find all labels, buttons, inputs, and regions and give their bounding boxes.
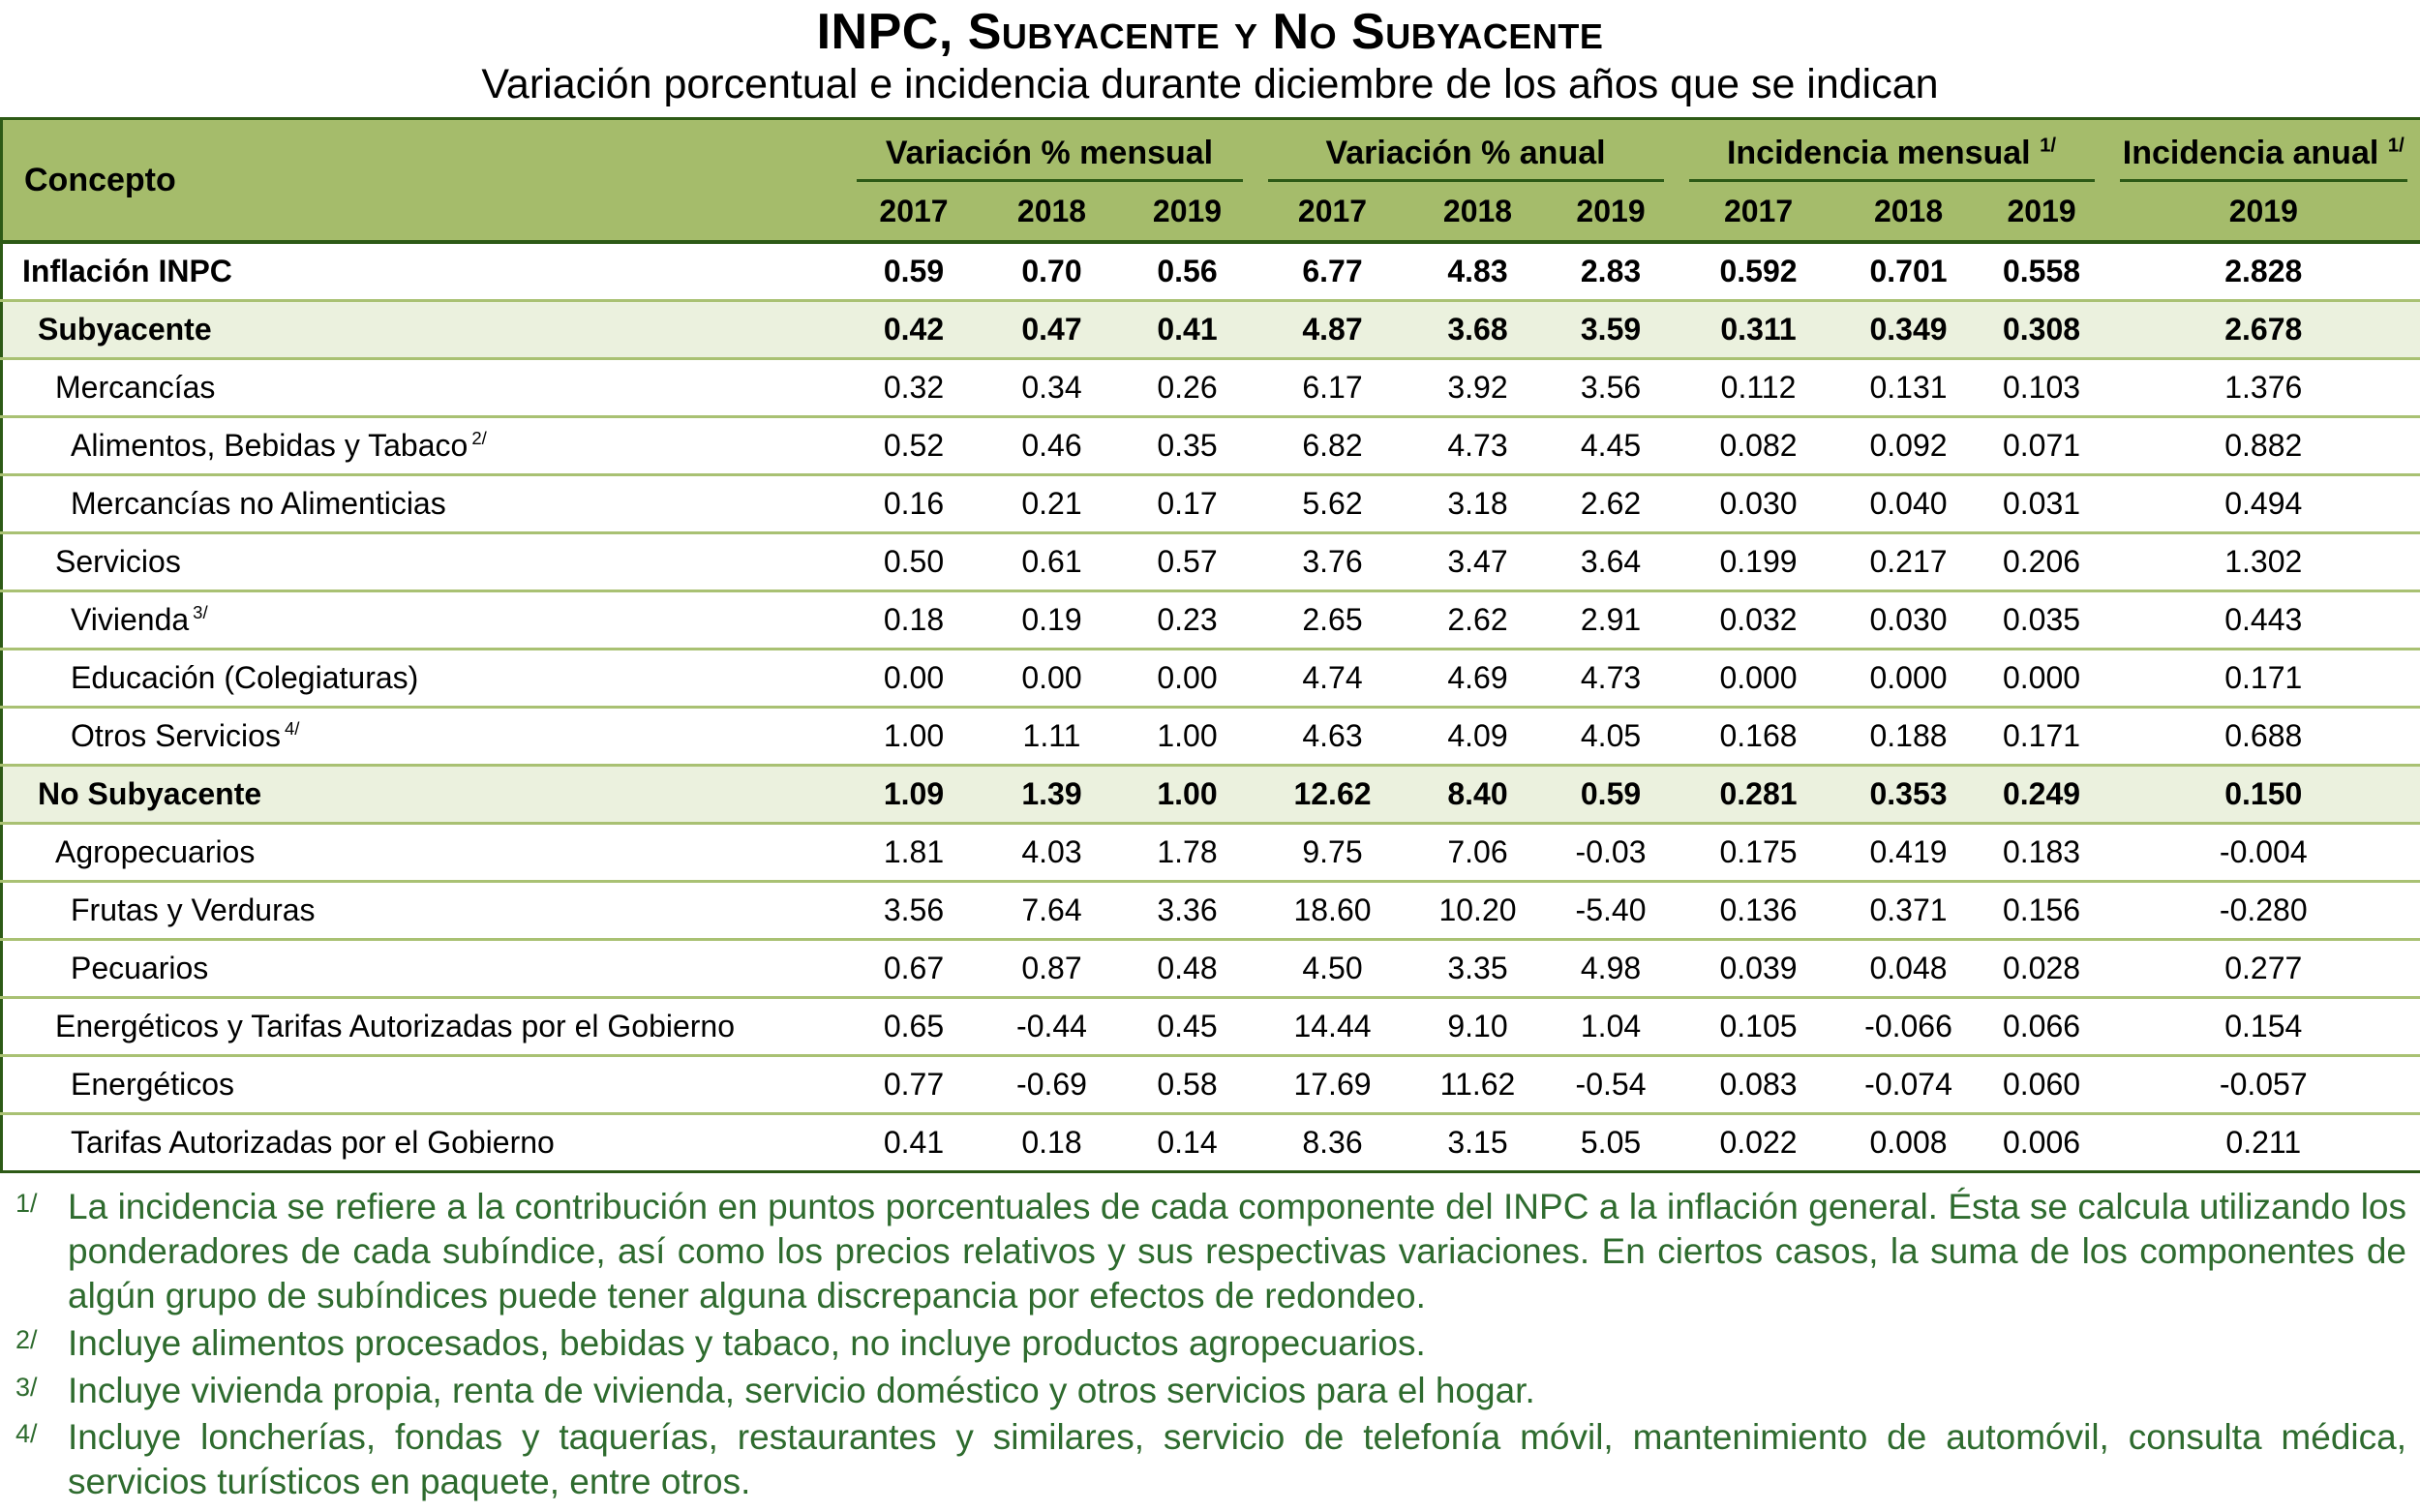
footnote-ref: 3/	[193, 602, 208, 623]
cell: 0.46	[1021, 428, 1082, 464]
cell: 0.092	[1869, 428, 1948, 464]
footnote-text: Incluye alimentos procesados, bebidas y tabaco, no incluye productos agropecuarios.	[68, 1322, 1426, 1363]
cell: -0.004	[2219, 834, 2308, 870]
row-label	[2, 650, 844, 708]
cell: 4.74	[1302, 660, 1363, 696]
row-label-text: Pecuarios	[71, 951, 209, 986]
footnote-text: La incidencia se refiere a la contribución en puntos porcentuales de cada componente del INPC a la inflación general. Ésta se calcula utilizando los ponderadores de cada subíndice, así como los precios relativos y sus respectivas variaciones. En ciertos casos, la suma de los componentes de algún grupo de subíndices puede tener alguna discrepancia por efectos de redondeo.	[68, 1187, 2406, 1315]
year-header: 2019	[1120, 182, 1255, 242]
cell: 18.60	[1293, 892, 1372, 928]
cell: 0.688	[2224, 718, 2303, 754]
page-title: INPC, Subyacente y No Subyacente	[816, 4, 1604, 60]
cell: 0.16	[883, 486, 945, 522]
cell: 0.150	[2107, 766, 2420, 824]
cell: 0.00	[1021, 660, 1082, 696]
cell: 1.00	[1157, 718, 1218, 754]
cell: -5.40	[1575, 892, 1647, 928]
row-label	[2, 417, 844, 475]
cell: 0.311	[1677, 301, 1841, 359]
table-row	[2, 882, 2420, 940]
row-label-text: Inflación INPC	[22, 254, 232, 289]
cell: 0.071	[2002, 428, 2081, 464]
footnote-marker: 4/	[15, 1419, 38, 1449]
cell: 4.45	[1580, 428, 1642, 464]
cell: 3.18	[1447, 486, 1508, 522]
cell: 0.136	[1719, 892, 1798, 928]
cell: 0.353	[1841, 766, 1977, 824]
row-label-text: Otros Servicios	[71, 718, 281, 754]
cell: 1.00	[1120, 766, 1255, 824]
cell: 9.10	[1447, 1009, 1508, 1044]
cell: 0.371	[1869, 892, 1948, 928]
cell: 4.69	[1447, 660, 1508, 696]
cell: 0.156	[2002, 892, 2081, 928]
cell: 0.592	[1719, 254, 1798, 289]
cell: 0.494	[2224, 486, 2303, 522]
cell: -0.69	[1016, 1067, 1087, 1103]
cell: 4.87	[1255, 301, 1410, 359]
cell: 3.36	[1157, 892, 1218, 928]
cell: 4.63	[1302, 718, 1363, 754]
cell: 0.52	[883, 428, 945, 464]
group-header-incidencia-anual	[2107, 119, 2420, 183]
cell: 0.443	[2224, 602, 2303, 638]
cell: 8.40	[1410, 766, 1546, 824]
table-row	[2, 998, 2420, 1056]
footnote-2	[15, 1321, 2406, 1366]
cell: 2.62	[1447, 602, 1508, 638]
cell: 0.00	[883, 660, 945, 696]
row-label	[2, 359, 844, 417]
row-label	[2, 998, 844, 1056]
cell: 5.05	[1580, 1125, 1642, 1161]
cell: 0.028	[2002, 951, 2081, 986]
row-label	[2, 882, 844, 940]
cell: 0.022	[1719, 1125, 1798, 1161]
footnote-1	[15, 1185, 2406, 1318]
cell: 0.183	[2002, 834, 2081, 870]
row-label	[2, 301, 844, 359]
cell: 2.83	[1580, 254, 1642, 289]
cell: 0.048	[1869, 951, 1948, 986]
year-header: 2017	[844, 182, 984, 242]
table-row	[2, 708, 2420, 766]
cell: 17.69	[1293, 1067, 1372, 1103]
row-label	[2, 475, 844, 533]
row-label-text: Servicios	[55, 544, 181, 580]
table-body	[2, 242, 2420, 1172]
table-row	[2, 533, 2420, 591]
cell: 0.882	[2224, 428, 2303, 464]
cell: -0.03	[1575, 834, 1647, 870]
cell: 0.349	[1841, 301, 1977, 359]
cell: 5.62	[1302, 486, 1363, 522]
row-label-text: Mercancías no Alimenticias	[71, 486, 446, 522]
row-label-text: Frutas y Verduras	[71, 892, 316, 928]
cell: 3.56	[1580, 370, 1642, 406]
cell: 0.59	[883, 254, 945, 289]
table-row	[2, 1114, 2420, 1172]
row-label-text: Vivienda	[71, 602, 190, 638]
cell: 0.040	[1869, 486, 1948, 522]
group-label: Variación % anual	[1325, 135, 1606, 172]
row-label	[2, 533, 844, 591]
cell: 7.06	[1447, 834, 1508, 870]
cell: 2.91	[1580, 602, 1642, 638]
cell: 3.68	[1410, 301, 1546, 359]
cell: 0.14	[1157, 1125, 1218, 1161]
cell: 0.083	[1719, 1067, 1798, 1103]
cell: -0.54	[1575, 1067, 1647, 1103]
cell: 3.47	[1447, 544, 1508, 580]
cell: 0.277	[2224, 951, 2303, 986]
cell: 6.82	[1302, 428, 1363, 464]
cell: 3.15	[1447, 1125, 1508, 1161]
cell: 0.18	[1021, 1125, 1082, 1161]
cell: 0.00	[1157, 660, 1218, 696]
footnote-ref: 2/	[471, 428, 487, 449]
cell: 0.58	[1157, 1067, 1218, 1103]
cell: 1.11	[1022, 718, 1081, 754]
cell: 0.112	[1720, 370, 1797, 406]
cell: -0.074	[1864, 1067, 1952, 1103]
footnote-marker: 3/	[15, 1372, 38, 1402]
row-label-text: Mercancías	[55, 370, 216, 406]
cell: 7.64	[1021, 892, 1082, 928]
cell: 0.008	[1869, 1125, 1948, 1161]
footnote-marker: 1/	[15, 1189, 38, 1219]
cell: 0.171	[2002, 718, 2081, 754]
cell: 0.48	[1157, 951, 1218, 986]
year-header: 2018	[1410, 182, 1546, 242]
footnote-ref: 4/	[284, 718, 300, 740]
row-label-text: Educación (Colegiaturas)	[71, 660, 419, 696]
cell: 0.188	[1869, 718, 1948, 754]
cell: 0.154	[2224, 1009, 2303, 1044]
cell: 11.62	[1439, 1067, 1516, 1103]
cell: 4.50	[1302, 951, 1363, 986]
cell: 0.77	[883, 1067, 945, 1103]
table-row	[2, 475, 2420, 533]
cell: 0.18	[883, 602, 945, 638]
cell: 0.039	[1719, 951, 1798, 986]
cell: 6.77	[1302, 254, 1363, 289]
year-header: 2018	[1841, 182, 1977, 242]
group-label: Incidencia mensual	[1726, 135, 2031, 172]
cell: 0.030	[1719, 486, 1798, 522]
cell: 0.67	[883, 951, 945, 986]
cell: 2.62	[1580, 486, 1642, 522]
cell: 3.35	[1447, 951, 1508, 986]
cell: 0.000	[1869, 660, 1948, 696]
cell: 0.419	[1869, 834, 1948, 870]
group-label: Variación % mensual	[885, 135, 1214, 172]
cell: 4.73	[1580, 660, 1642, 696]
cell: 3.76	[1302, 544, 1363, 580]
year-header: 2019	[1546, 182, 1677, 242]
cell: 10.20	[1438, 892, 1517, 928]
cell: 0.308	[1977, 301, 2107, 359]
cell: 0.32	[883, 370, 945, 406]
cell: 0.65	[883, 1009, 945, 1044]
cell: 0.031	[2002, 486, 2081, 522]
cell: 3.64	[1580, 544, 1642, 580]
cell: 2.678	[2107, 301, 2420, 359]
group-label: Incidencia anual	[2122, 135, 2379, 172]
inpc-table	[0, 117, 2420, 1173]
cell: 0.131	[1869, 370, 1948, 406]
cell: 14.44	[1293, 1009, 1372, 1044]
cell: 0.171	[2224, 660, 2303, 696]
cell: 0.175	[1719, 834, 1798, 870]
cell: 3.56	[883, 892, 945, 928]
footnotes	[0, 1185, 2420, 1504]
cell: 0.558	[2002, 254, 2081, 289]
cell: 0.701	[1869, 254, 1948, 289]
cell: 0.21	[1021, 486, 1082, 522]
cell: 0.032	[1719, 602, 1798, 638]
cell: 2.828	[2224, 254, 2303, 289]
table-row	[2, 359, 2420, 417]
cell: 0.000	[1719, 660, 1798, 696]
cell: 0.000	[2002, 660, 2081, 696]
row-label	[2, 940, 844, 998]
cell: 2.65	[1302, 602, 1363, 638]
cell: 0.035	[2002, 602, 2081, 638]
year-header: 2019	[2107, 182, 2420, 242]
cell: 1.78	[1157, 834, 1218, 870]
cell: -0.280	[2219, 892, 2308, 928]
page-subtitle: Variación porcentual e incidencia durante diciembre de los años que se indican	[481, 60, 1939, 107]
table-row	[2, 591, 2420, 650]
cell: -0.44	[1016, 1009, 1087, 1044]
cell: 0.34	[1021, 370, 1082, 406]
cell: 0.082	[1719, 428, 1798, 464]
cell: 0.23	[1157, 602, 1218, 638]
row-label	[2, 1114, 844, 1172]
table-row	[2, 766, 2420, 824]
cell: 0.249	[1977, 766, 2107, 824]
year-header: 2019	[1977, 182, 2107, 242]
cell: 0.199	[1719, 544, 1798, 580]
cell: 0.168	[1719, 718, 1798, 754]
cell: 3.59	[1546, 301, 1677, 359]
row-label-text: Energéticos y Tarifas Autorizadas por el Gobierno	[55, 1009, 736, 1044]
cell: 0.61	[1021, 544, 1082, 580]
footnote-text: Incluye loncherías, fondas y taquerías, restaurantes y similares, servicio de telefonía móvil, mantenimiento de automóvil, consulta médica, servicios turísticos en paquete, entre otros.	[68, 1417, 2406, 1502]
cell: 0.206	[2002, 544, 2081, 580]
table-row	[2, 940, 2420, 998]
cell: 0.50	[883, 544, 945, 580]
row-label	[2, 1056, 844, 1114]
cell: 0.57	[1157, 544, 1218, 580]
cell: -0.066	[1864, 1009, 1952, 1044]
table-row	[2, 824, 2420, 882]
footnote-marker: 2/	[15, 1324, 38, 1354]
cell: 1.81	[883, 834, 945, 870]
row-label-text: Agropecuarios	[55, 834, 256, 870]
cell: 12.62	[1255, 766, 1410, 824]
cell: 0.103	[2002, 370, 2081, 406]
cell: 0.105	[1719, 1009, 1798, 1044]
footnote-ref: 1/	[2040, 135, 2057, 157]
table-row	[2, 417, 2420, 475]
cell: 4.73	[1447, 428, 1508, 464]
row-label-text: No Subyacente	[38, 776, 262, 812]
cell: 0.211	[2225, 1125, 2302, 1161]
cell: 1.39	[984, 766, 1120, 824]
cell: 0.47	[984, 301, 1120, 359]
cell: 0.45	[1157, 1009, 1218, 1044]
row-label-text: Tarifas Autorizadas por el Gobierno	[71, 1125, 555, 1161]
cell: 4.83	[1447, 254, 1508, 289]
row-label	[2, 708, 844, 766]
cell: 0.17	[1157, 486, 1218, 522]
cell: 0.217	[1869, 544, 1948, 580]
year-header: 2017	[1255, 182, 1410, 242]
row-label	[2, 824, 844, 882]
cell: 1.04	[1580, 1009, 1642, 1044]
cell: 0.41	[883, 1125, 945, 1161]
row-label-text: Alimentos, Bebidas y Tabaco	[71, 428, 469, 464]
footnote-4	[15, 1415, 2406, 1504]
group-header-variacion-mensual	[844, 119, 1255, 183]
cell: -0.057	[2219, 1067, 2308, 1103]
cell: 6.17	[1302, 370, 1363, 406]
cell: 0.87	[1021, 951, 1082, 986]
cell: 0.030	[1869, 602, 1948, 638]
table-row	[2, 650, 2420, 708]
cell: 1.376	[2224, 370, 2303, 406]
row-label	[2, 766, 844, 824]
cell: 0.41	[1120, 301, 1255, 359]
row-label-text: Subyacente	[38, 312, 212, 348]
cell: 0.35	[1157, 428, 1218, 464]
row-label-text: Energéticos	[71, 1067, 234, 1103]
cell: 0.70	[1021, 254, 1082, 289]
cell: 1.00	[883, 718, 945, 754]
year-header: 2017	[1677, 182, 1841, 242]
group-header-incidencia-mensual	[1677, 119, 2107, 183]
cell: 0.42	[844, 301, 984, 359]
cell: 0.281	[1677, 766, 1841, 824]
cell: 8.36	[1302, 1125, 1363, 1161]
group-header-row	[2, 119, 2420, 183]
table-row	[2, 242, 2420, 301]
group-header-variacion-anual	[1255, 119, 1677, 183]
row-label	[2, 591, 844, 650]
cell: 0.006	[2002, 1125, 2081, 1161]
year-header: 2018	[984, 182, 1120, 242]
cell: 0.060	[2002, 1067, 2081, 1103]
cell: 0.56	[1157, 254, 1218, 289]
cell: 1.302	[2224, 544, 2303, 580]
concepto-column-header: Concepto	[2, 119, 844, 243]
footnote-3	[15, 1369, 2406, 1413]
cell: 4.98	[1580, 951, 1642, 986]
cell: 0.59	[1546, 766, 1677, 824]
cell: 9.75	[1302, 834, 1363, 870]
footnote-ref: 1/	[2387, 135, 2405, 157]
table-row	[2, 1056, 2420, 1114]
cell: 3.92	[1447, 370, 1508, 406]
footnote-text: Incluye vivienda propia, renta de vivienda, servicio doméstico y otros servicios para el hogar.	[68, 1370, 1535, 1410]
table-row	[2, 301, 2420, 359]
cell: 0.19	[1021, 602, 1082, 638]
row-label	[2, 242, 844, 301]
cell: 4.05	[1580, 718, 1642, 754]
cell: 0.066	[2002, 1009, 2081, 1044]
cell: 1.09	[844, 766, 984, 824]
cell: 0.26	[1157, 370, 1218, 406]
cell: 4.03	[1021, 834, 1082, 870]
table-header	[2, 119, 2420, 243]
cell: 4.09	[1447, 718, 1508, 754]
